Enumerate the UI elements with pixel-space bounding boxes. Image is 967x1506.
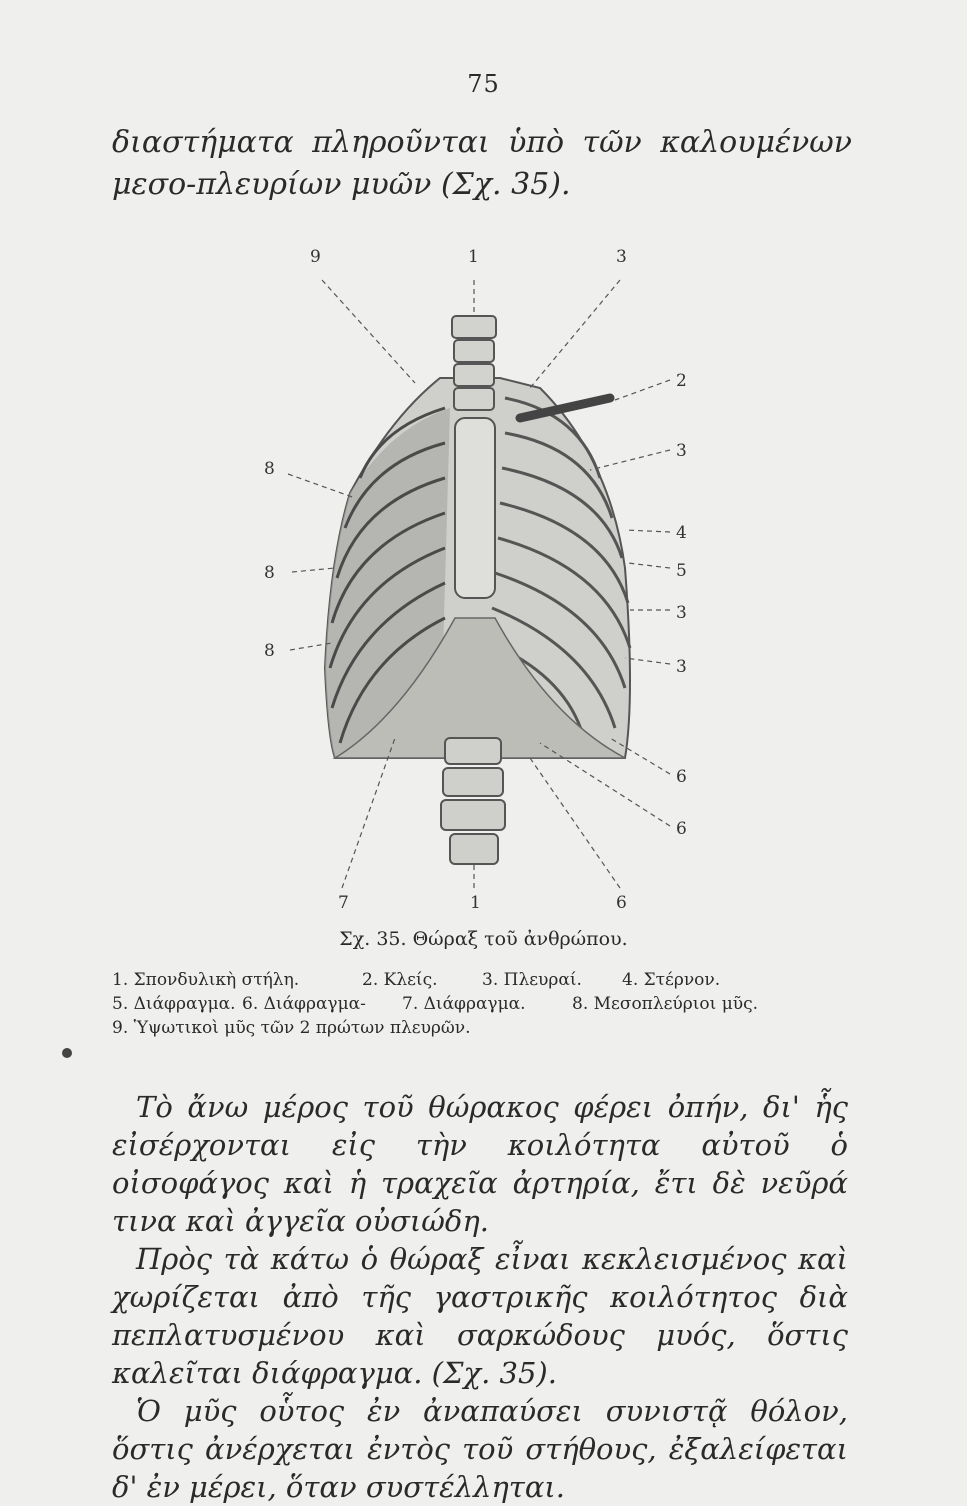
page-number: 75 — [467, 70, 500, 98]
legend-item-2: 2. Κλείς. — [362, 970, 438, 990]
label-3a-right: 3 — [676, 441, 687, 461]
margin-mark — [62, 1048, 72, 1058]
figure-caption: Σχ. 35. Θώραξ τοῦ ἀνθρώπου. — [339, 928, 628, 950]
thorax-illustration — [240, 238, 710, 918]
thorax-figure — [240, 238, 710, 918]
label-6a-right: 6 — [676, 767, 687, 787]
figure-legend — [112, 968, 852, 1040]
legend-item-9: 9. Ὑψωτικοὶ μῦς τῶν 2 πρώτων πλευρῶν. — [112, 1018, 471, 1038]
label-8a-left: 8 — [264, 459, 275, 479]
legend-item-8: 8. Μεσοπλεύριοι μῦς. — [572, 994, 759, 1014]
top-paragraph — [112, 122, 852, 206]
label-2-right: 2 — [676, 371, 687, 391]
label-7-bottom: 7 — [338, 893, 349, 913]
legend-item-7: 7. Διάφραγμα. — [402, 994, 526, 1014]
legend-row-2 — [112, 992, 852, 1016]
legend-item-5: 5. Διάφραγμα. — [112, 994, 236, 1014]
legend-item-3: 3. Πλευραί. — [482, 970, 582, 990]
label-3c-right: 3 — [676, 657, 687, 677]
label-1-bottom: 1 — [470, 893, 481, 913]
label-8c-left: 8 — [264, 641, 275, 661]
body-paragraph-3: Ὁ μῦς οὗτος ἐν ἀναπαύσει συνιστᾷ θόλον, ὅστις ἀνέρχεται ἐντὸς τοῦ στήθους, ἐξαλείφεται δ' ἐν μέρει, ὅταν συστέλληται. — [112, 1394, 848, 1504]
label-8b-left: 8 — [264, 563, 275, 583]
legend-row-3 — [112, 1016, 852, 1040]
label-4-right: 4 — [676, 523, 687, 543]
legend-row-1 — [112, 968, 852, 992]
body-paragraph-2: Πρὸς τὰ κάτω ὁ θώραξ εἶναι κεκλεισμένος καὶ χωρίζεται ἀπὸ τῆς γαστρικῆς κοιλότητος διὰ πεπλατυσμένου καὶ σαρκώδους μυός, ὅστις καλεῖται διάφραγμα. (Σχ. 35). — [112, 1242, 848, 1390]
label-5-right: 5 — [676, 561, 687, 581]
label-9-top: 9 — [310, 247, 321, 267]
label-1-top: 1 — [468, 247, 479, 267]
body-paragraph-1: Τὸ ἄνω μέρος τοῦ θώρακος φέρει ὀπήν, δι' ἧς εἰσέρχονται εἰς τὴν κοιλότητα αὐτοῦ ὁ οἰσοφάγος καὶ ἡ τραχεῖα ἀρτηρία, ἔτι δὲ νεῦρά τινα καὶ ἀγγεῖα οὐσιώδη. — [112, 1090, 848, 1238]
label-3b-right: 3 — [676, 603, 687, 623]
label-6b-right: 6 — [676, 819, 687, 839]
legend-item-1: 1. Σπονδυλικὴ στήλη. — [112, 970, 300, 990]
top-paragraph-text: διαστήματα πληροῦνται ὑπὸ τῶν καλουμένων μεσο-πλευρίων μυῶν (Σχ. 35). — [112, 125, 852, 202]
label-6-bottom: 6 — [616, 893, 627, 913]
legend-item-4: 4. Στέρνον. — [622, 970, 721, 990]
body-text — [112, 1088, 848, 1506]
label-3-top: 3 — [616, 247, 627, 267]
legend-item-6: 6. Διάφραγμα- — [242, 994, 366, 1014]
